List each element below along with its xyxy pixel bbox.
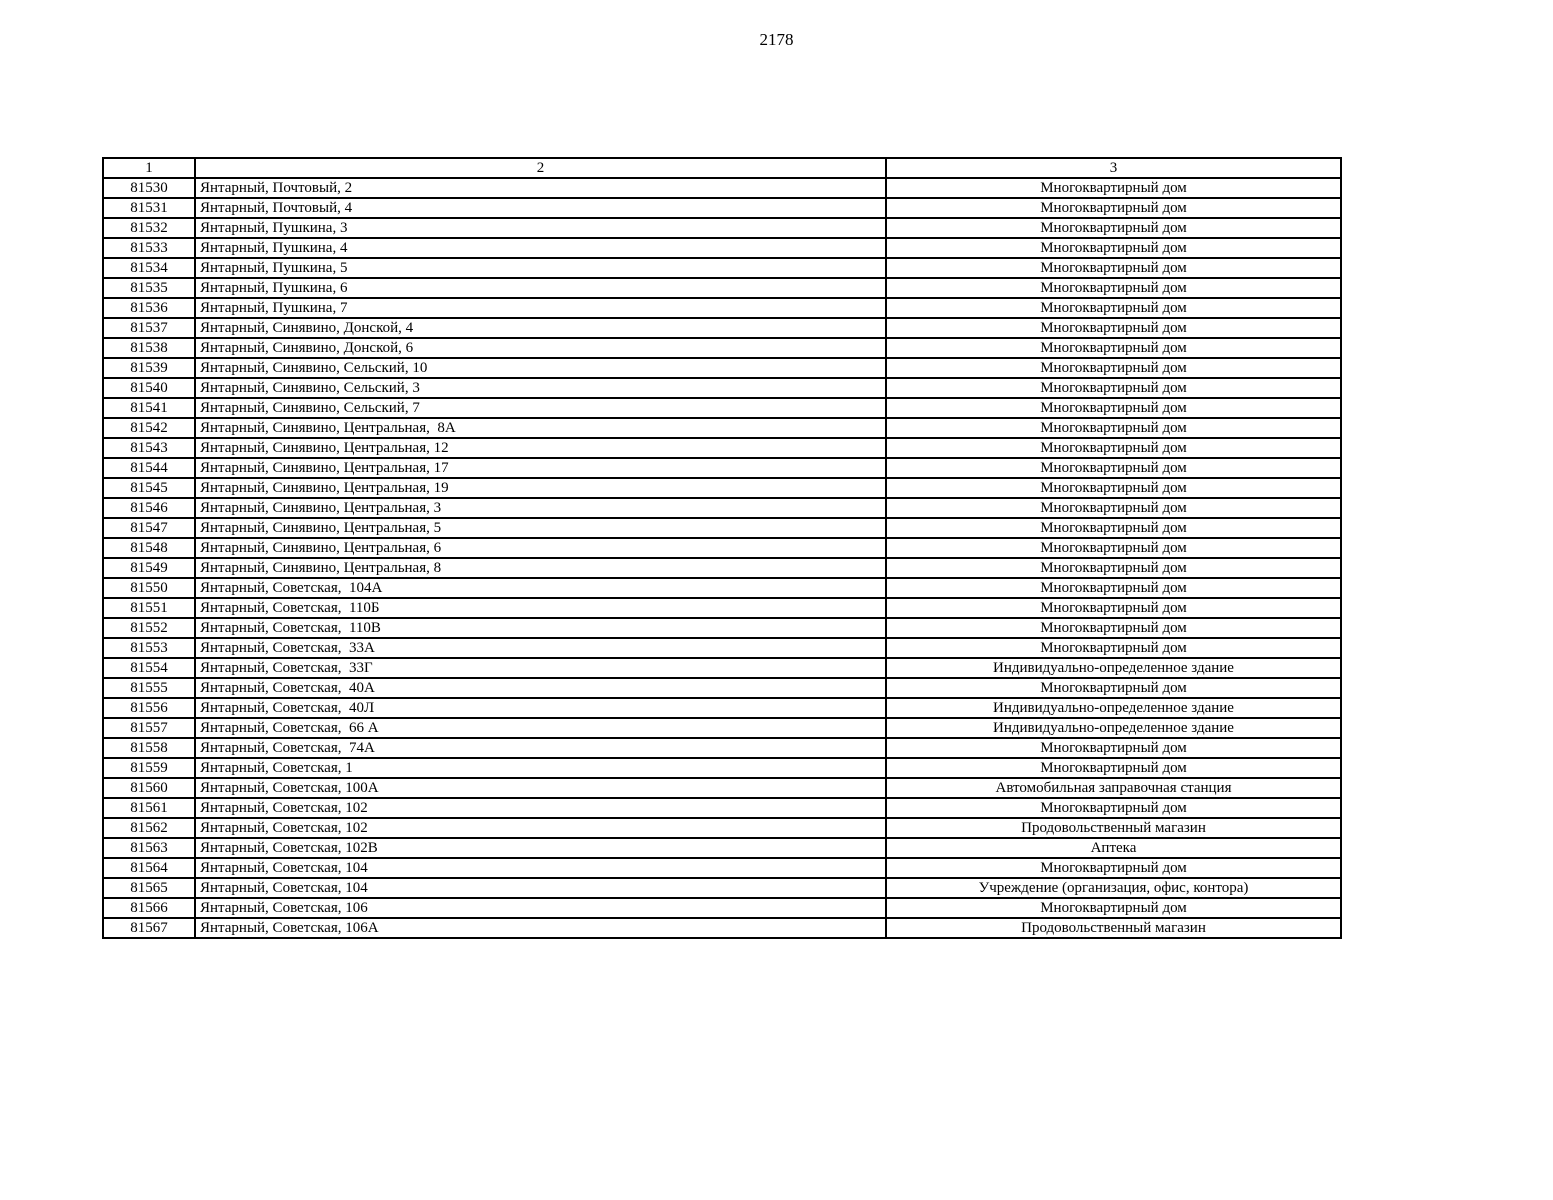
row-number-cell: 81533 [103, 238, 195, 258]
object-type-cell: Многоквартирный дом [886, 178, 1341, 198]
object-type-cell: Автомобильная заправочная станция [886, 778, 1341, 798]
row-number-cell: 81543 [103, 438, 195, 458]
table-row [103, 198, 1341, 218]
table-row [103, 678, 1341, 698]
table-row [103, 878, 1341, 898]
row-number-cell: 81564 [103, 858, 195, 878]
column-header-1: 1 [103, 158, 195, 178]
address-cell: Янтарный, Советская, 66 А [195, 718, 886, 738]
row-number-cell: 81559 [103, 758, 195, 778]
address-cell: Янтарный, Синявино, Центральная, 6 [195, 538, 886, 558]
row-number-cell: 81556 [103, 698, 195, 718]
table-row [103, 318, 1341, 338]
row-number-cell: 81565 [103, 878, 195, 898]
object-type-cell: Многоквартирный дом [886, 278, 1341, 298]
row-number-cell: 81553 [103, 638, 195, 658]
object-type-cell: Многоквартирный дом [886, 678, 1341, 698]
row-number-cell: 81550 [103, 578, 195, 598]
row-number-cell: 81538 [103, 338, 195, 358]
address-cell: Янтарный, Синявино, Сельский, 10 [195, 358, 886, 378]
table-row [103, 458, 1341, 478]
row-number-cell: 81552 [103, 618, 195, 638]
table-row [103, 278, 1341, 298]
row-number-cell: 81545 [103, 478, 195, 498]
row-number-cell: 81561 [103, 798, 195, 818]
table-row [103, 258, 1341, 278]
row-number-cell: 81531 [103, 198, 195, 218]
row-number-cell: 81555 [103, 678, 195, 698]
address-cell: Янтарный, Пушкина, 4 [195, 238, 886, 258]
address-cell: Янтарный, Советская, 104 [195, 878, 886, 898]
address-cell: Янтарный, Советская, 33Г [195, 658, 886, 678]
object-type-cell: Многоквартирный дом [886, 378, 1341, 398]
address-cell: Янтарный, Пушкина, 3 [195, 218, 886, 238]
row-number-cell: 81530 [103, 178, 195, 198]
object-type-cell: Аптека [886, 838, 1341, 858]
table-row [103, 818, 1341, 838]
table-row [103, 178, 1341, 198]
address-cell: Янтарный, Пушкина, 6 [195, 278, 886, 298]
object-type-cell: Многоквартирный дом [886, 578, 1341, 598]
object-type-cell: Индивидуально-определенное здание [886, 718, 1341, 738]
address-cell: Янтарный, Пушкина, 7 [195, 298, 886, 318]
column-header-3: 3 [886, 158, 1341, 178]
table-row [103, 838, 1341, 858]
address-cell: Янтарный, Советская, 1 [195, 758, 886, 778]
table-row [103, 338, 1341, 358]
column-header-2: 2 [195, 158, 886, 178]
object-type-cell: Многоквартирный дом [886, 518, 1341, 538]
address-cell: Янтарный, Синявино, Сельский, 3 [195, 378, 886, 398]
address-cell: Янтарный, Синявино, Донской, 6 [195, 338, 886, 358]
table-row [103, 798, 1341, 818]
table-row [103, 698, 1341, 718]
object-type-cell: Многоквартирный дом [886, 298, 1341, 318]
address-cell: Янтарный, Советская, 104А [195, 578, 886, 598]
address-cell: Янтарный, Советская, 106А [195, 918, 886, 938]
address-cell: Янтарный, Синявино, Центральная, 19 [195, 478, 886, 498]
address-cell: Янтарный, Советская, 100А [195, 778, 886, 798]
address-cell: Янтарный, Почтовый, 4 [195, 198, 886, 218]
table-row [103, 738, 1341, 758]
row-number-cell: 81560 [103, 778, 195, 798]
address-cell: Янтарный, Синявино, Центральная, 12 [195, 438, 886, 458]
table-row [103, 438, 1341, 458]
row-number-cell: 81542 [103, 418, 195, 438]
table-row [103, 298, 1341, 318]
table-row [103, 898, 1341, 918]
row-number-cell: 81537 [103, 318, 195, 338]
row-number-cell: 81557 [103, 718, 195, 738]
object-type-cell: Учреждение (организация, офис, контора) [886, 878, 1341, 898]
table-row [103, 358, 1341, 378]
row-number-cell: 81532 [103, 218, 195, 238]
table-row [103, 638, 1341, 658]
object-type-cell: Многоквартирный дом [886, 258, 1341, 278]
object-type-cell: Многоквартирный дом [886, 398, 1341, 418]
row-number-cell: 81541 [103, 398, 195, 418]
registry-table [102, 157, 1342, 939]
page-number: 2178 [759, 30, 794, 49]
address-cell: Янтарный, Советская, 102 [195, 798, 886, 818]
table-row [103, 598, 1341, 618]
object-type-cell: Многоквартирный дом [886, 338, 1341, 358]
row-number-cell: 81551 [103, 598, 195, 618]
row-number-cell: 81544 [103, 458, 195, 478]
table-row [103, 578, 1341, 598]
object-type-cell: Многоквартирный дом [886, 478, 1341, 498]
address-cell: Янтарный, Советская, 104 [195, 858, 886, 878]
object-type-cell: Многоквартирный дом [886, 498, 1341, 518]
row-number-cell: 81567 [103, 918, 195, 938]
object-type-cell: Многоквартирный дом [886, 318, 1341, 338]
object-type-cell: Продовольственный магазин [886, 818, 1341, 838]
address-cell: Янтарный, Почтовый, 2 [195, 178, 886, 198]
row-number-cell: 81562 [103, 818, 195, 838]
object-type-cell: Многоквартирный дом [886, 738, 1341, 758]
object-type-cell: Многоквартирный дом [886, 858, 1341, 878]
table-row [103, 778, 1341, 798]
address-cell: Янтарный, Синявино, Центральная, 17 [195, 458, 886, 478]
object-type-cell: Многоквартирный дом [886, 618, 1341, 638]
row-number-cell: 81539 [103, 358, 195, 378]
address-cell: Янтарный, Синявино, Донской, 4 [195, 318, 886, 338]
row-number-cell: 81548 [103, 538, 195, 558]
table-row [103, 218, 1341, 238]
address-cell: Янтарный, Советская, 106 [195, 898, 886, 918]
object-type-cell: Многоквартирный дом [886, 758, 1341, 778]
row-number-cell: 81554 [103, 658, 195, 678]
table-row [103, 658, 1341, 678]
object-type-cell: Многоквартирный дом [886, 538, 1341, 558]
address-cell: Янтарный, Пушкина, 5 [195, 258, 886, 278]
object-type-cell: Многоквартирный дом [886, 558, 1341, 578]
table-row [103, 618, 1341, 638]
row-number-cell: 81546 [103, 498, 195, 518]
object-type-cell: Индивидуально-определенное здание [886, 658, 1341, 678]
address-cell: Янтарный, Синявино, Центральная, 3 [195, 498, 886, 518]
table-row [103, 478, 1341, 498]
object-type-cell: Многоквартирный дом [886, 238, 1341, 258]
object-type-cell: Многоквартирный дом [886, 358, 1341, 378]
table-row [103, 418, 1341, 438]
address-cell: Янтарный, Советская, 110В [195, 618, 886, 638]
address-cell: Янтарный, Советская, 33А [195, 638, 886, 658]
object-type-cell: Многоквартирный дом [886, 458, 1341, 478]
address-cell: Янтарный, Советская, 40А [195, 678, 886, 698]
address-cell: Янтарный, Советская, 110Б [195, 598, 886, 618]
row-number-cell: 81536 [103, 298, 195, 318]
row-number-cell: 81566 [103, 898, 195, 918]
row-number-cell: 81558 [103, 738, 195, 758]
address-cell: Янтарный, Советская, 102В [195, 838, 886, 858]
table-row [103, 858, 1341, 878]
object-type-cell: Многоквартирный дом [886, 898, 1341, 918]
address-cell: Янтарный, Синявино, Центральная, 5 [195, 518, 886, 538]
address-cell: Янтарный, Советская, 40Л [195, 698, 886, 718]
row-number-cell: 81534 [103, 258, 195, 278]
table-row [103, 918, 1341, 938]
table-row [103, 538, 1341, 558]
table-row [103, 498, 1341, 518]
row-number-cell: 81563 [103, 838, 195, 858]
address-cell: Янтарный, Советская, 74А [195, 738, 886, 758]
row-number-cell: 81549 [103, 558, 195, 578]
address-cell: Янтарный, Синявино, Сельский, 7 [195, 398, 886, 418]
row-number-cell: 81535 [103, 278, 195, 298]
table-header-row [103, 158, 1341, 178]
table-row [103, 398, 1341, 418]
address-cell: Янтарный, Синявино, Центральная, 8 [195, 558, 886, 578]
row-number-cell: 81547 [103, 518, 195, 538]
object-type-cell: Многоквартирный дом [886, 198, 1341, 218]
object-type-cell: Многоквартирный дом [886, 798, 1341, 818]
address-cell: Янтарный, Советская, 102 [195, 818, 886, 838]
table-row [103, 718, 1341, 738]
row-number-cell: 81540 [103, 378, 195, 398]
object-type-cell: Многоквартирный дом [886, 418, 1341, 438]
table-row [103, 758, 1341, 778]
object-type-cell: Индивидуально-определенное здание [886, 698, 1341, 718]
object-type-cell: Многоквартирный дом [886, 218, 1341, 238]
object-type-cell: Многоквартирный дом [886, 438, 1341, 458]
object-type-cell: Продовольственный магазин [886, 918, 1341, 938]
object-type-cell: Многоквартирный дом [886, 638, 1341, 658]
address-cell: Янтарный, Синявино, Центральная, 8А [195, 418, 886, 438]
table-row [103, 518, 1341, 538]
table-row [103, 378, 1341, 398]
table-row [103, 238, 1341, 258]
object-type-cell: Многоквартирный дом [886, 598, 1341, 618]
table-row [103, 558, 1341, 578]
